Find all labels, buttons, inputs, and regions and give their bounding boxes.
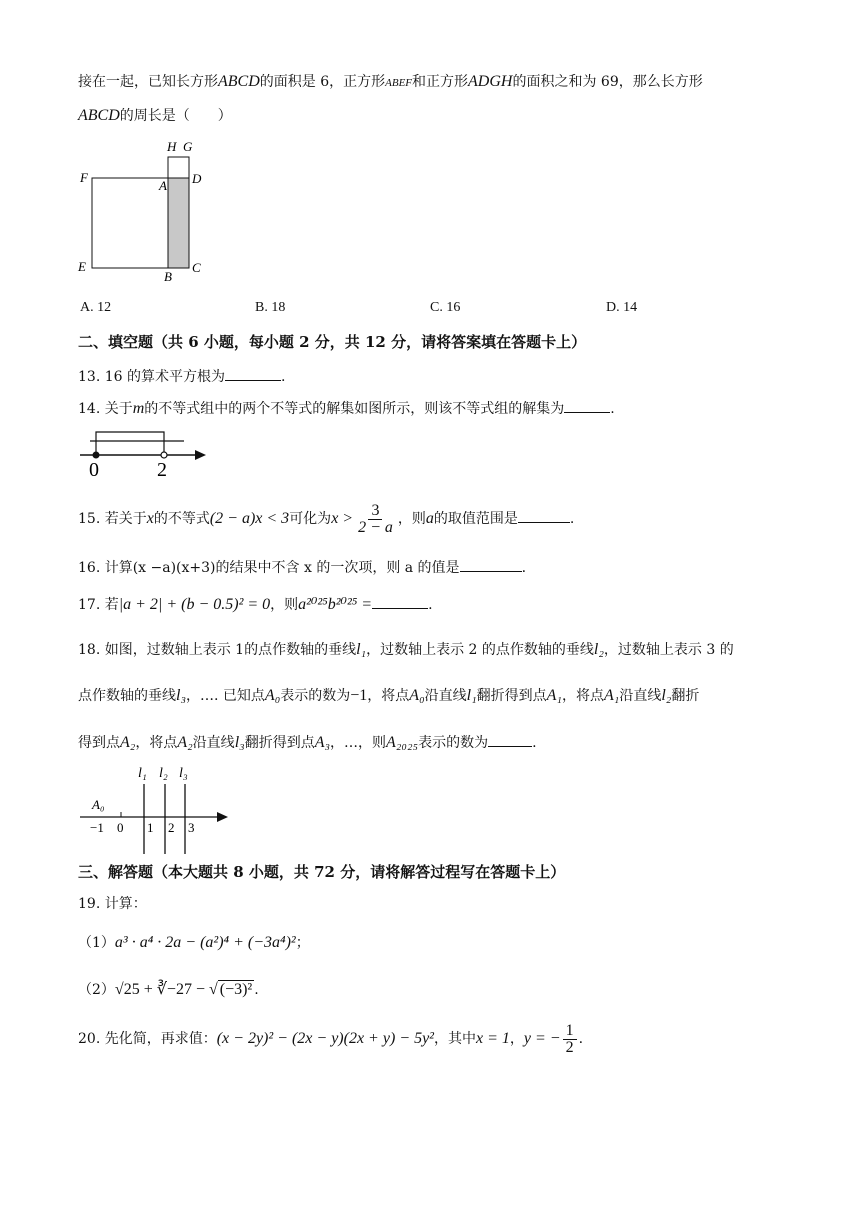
label-l3: l₃ — [179, 766, 188, 781]
q18-line2: 点作数轴的垂线l₃，…. 已知点A₀表示的数为−1，将点A₀沿直线l₁翻折得到点A₁，将点A₁沿直线l₂翻折 — [78, 687, 700, 704]
label-h: H — [167, 139, 177, 154]
q20-fraction: $\frac{1}{2}$ — [563, 1023, 577, 1056]
q13-answer-blank[interactable] — [225, 366, 281, 381]
q19-part2: （2）√25 + ∛−27 − √ (−3)² . — [78, 981, 259, 998]
q17-answer-blank[interactable] — [372, 594, 428, 609]
label-a0: A₀ — [92, 797, 105, 812]
q19-part1: （1）a³ · a⁴ · 2a − (a²)⁴ + (−3a⁴)²； — [78, 934, 310, 951]
label-l1: l₁ — [138, 766, 147, 781]
q16: 16. 计算(x −a)(x+3)的结果中不含 x 的一次项，则 a 的值是 . — [78, 557, 526, 578]
q12-option-c: C. 16 — [430, 300, 461, 315]
axis-label-2: 2 — [157, 459, 167, 480]
q12-line2: ABCD的周长是（ ） — [78, 107, 232, 124]
q16-answer-blank[interactable] — [460, 557, 522, 572]
q18-number-line — [76, 760, 236, 856]
label-g: G — [183, 139, 193, 154]
tick-2: 2 — [168, 820, 175, 835]
tick-1: 1 — [147, 820, 154, 835]
rect-abcd — [168, 178, 189, 268]
section-3-title: 三、解答题（本大题共 8 小题，共 72 分，请将解答过程写在答题卡上） — [78, 863, 566, 881]
q18-line3: 得到点A₂，将点A₂沿直线l₃翻折得到点A₃，…，则A₂₀₂₅表示的数为 . — [78, 734, 537, 751]
q12-line1: 接在一起，已知长方形ABCD的面积是 6，正方形ABEF和正方形ADGH的面积之和为 69，那么长方形 — [78, 73, 703, 90]
axis-label-0: 0 — [89, 459, 99, 480]
q14-answer-blank[interactable] — [564, 398, 610, 413]
q18-line1: 18. 如图，过数轴上表示 1的点作数轴的垂线l₁，过数轴上表示 2 的点作数轴的垂线l₂，过数轴上表示 3 的 — [78, 641, 734, 658]
label-l2: l₂ — [159, 766, 168, 781]
label-e: E — [78, 259, 86, 274]
section-2-title: 二、填空题（共 6 小题，每小题 2 分，共 12 分，请将答案填在答题卡上） — [78, 333, 587, 351]
q12-option-a: A. 12 — [80, 300, 112, 315]
square-abef — [92, 178, 168, 268]
q12-option-d: D. 14 — [606, 300, 638, 315]
q14-number-line — [76, 428, 211, 480]
q13: 13. 16 的算术平方根为 . — [78, 366, 285, 387]
q18-answer-blank[interactable] — [488, 732, 532, 747]
square-adgh — [168, 157, 189, 178]
q20: 20. 先化简，再求值：(x − 2y)² − (2x − y)(2x + y) − 5y²，其中x = 1，y = − $\frac{1}{2}$ . — [78, 1021, 584, 1056]
q17: 17. 若|a + 2| + (b − 0.5)² = 0，则a²⁰²⁵b²⁰²⁵ = . — [78, 596, 433, 613]
q15: 15. 若关于x的不等式(2 − a)x < 3可化为x > $\frac{3}{2 - a}$ ，则a的取值范围是 . — [78, 501, 575, 536]
q14: 14. 关于m的不等式组中的两个不等式的解集如图所示，则该不等式组的解集为 . — [78, 400, 615, 417]
q19-title: 19. 计算： — [78, 896, 147, 912]
tick-0: 0 — [117, 820, 124, 835]
q15-fraction: $\frac{3}{2 - a}$ — [358, 501, 393, 536]
tick-neg1: −1 — [90, 820, 104, 835]
label-c: C — [192, 260, 201, 275]
label-b: B — [164, 269, 172, 284]
label-a: A — [159, 178, 167, 193]
q15-answer-blank[interactable] — [518, 508, 570, 523]
tick-3: 3 — [188, 820, 195, 835]
q12-option-b: B. 18 — [255, 300, 286, 315]
label-d: D — [192, 171, 202, 186]
label-f: F — [80, 170, 88, 185]
q12-figure — [75, 135, 215, 285]
